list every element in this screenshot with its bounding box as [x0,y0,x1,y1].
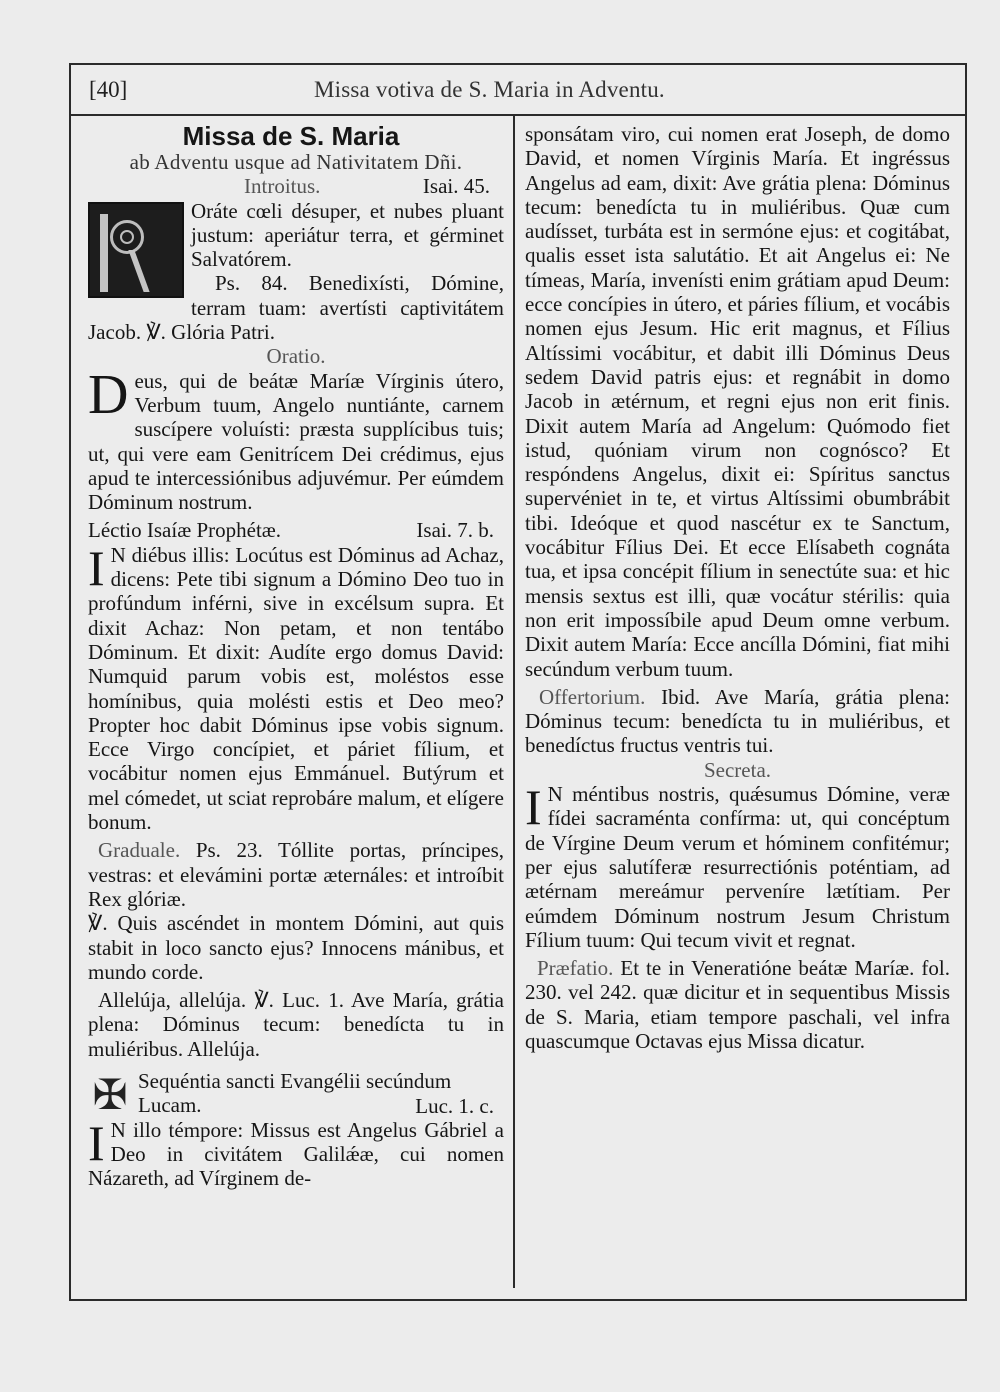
cross-icon: ✠ [92,1069,128,1119]
mass-title: Missa de S. Maria [182,121,400,151]
graduale-text: Ps. 23. Tóllite portas, príncipes, vestras: et elevámini portæ æternáles: et introíbit Rex glóriæ. [88,838,504,911]
secreta-heading [525,758,950,782]
gospel-text: N illo témpore: Missus est Angelus Gábriel a Deo in civitátem Galilǽæ, cui nomen Názareth, ad Vírginem de- [88,1117,504,1191]
gospel-label: Sequéntia sancti Evangélii secúndum Lucam. [138,1068,452,1118]
secreta-text: N méntibus nostris, quǽsumus Dómine, veræ fídei sacraménta confírma: ut, qui concéptum de Vírgine Deum verum et hóminem confitémur; per ejus salutíferæ resurrectiónis poténtiam, ad ætérnam mereámur perveníre lætítiam. Per eúmdem Dóminum nostrum Jesum Christum Fílium tuum: Qui tecum vivit et regnat. [525,782,950,952]
header-rule [69,114,967,116]
praefatio-label: Præfatio. [537,956,614,981]
introit-heading [88,174,504,198]
versicle-text: ℣. Quis ascéndet in montem Dómini, aut quis stabit in loco sancto ejus? Innocens mánibus, et mundo corde. [88,911,504,984]
offertory-block [525,685,950,758]
column-divider [513,116,515,1288]
oratio-heading [88,344,504,368]
lectio-text: N diébus illis: Locútus est Dóminus ad Achaz, dicens: Pete tibi signum a Dómino Deo tuo in profúndum inférni, sive in excélsum supra. Et dixit Achaz: Non petam, et non tentábo Dóminum. Et dixit: Audíte ergo domus David: Numquid parum vobis est, moléstos esse homínibus, quia molésti estis et Deo meo? Propter hoc dabit Dóminus ipse vobis signum. Ecce Virgo concípiet, et páriet fílium, et vocábitur nomen ejus Emmánuel. Butýrum et mel cómedet, ut sciat reprobáre malum, et elígere bonum. [88,542,504,835]
praefatio-text: Et te in Veneratióne beátæ Maríæ. fol. 230. vel 242. quæ dicitur et in sequentibus Missis de S. Maria, etiam tempore paschali, vel infra quascumque Octavas ejus Missa dicatur. [525,956,950,1053]
introit-label: Introitus. [244,174,321,199]
oratio-label: Oratio. [266,344,326,369]
gospel-ref: Luc. 1. c. [415,1093,494,1118]
graduale-block [88,838,504,911]
lectio-block [88,539,504,835]
offertory-label: Offertorium. [539,684,646,709]
oratio-block [88,363,504,515]
page-number: [40] [89,77,128,102]
offertory-text: Ibid. Ave María, grátia plena: Dóminus tecum: benedícta tu in muliéribus, et benedíctus fructus ventris tui. [525,684,950,758]
graduale-label: Graduale. [98,838,181,863]
alleluia-text: Allelúja, allelúja. ℣. Luc. 1. Ave María, grátia plena: Dóminus tecum: benedícta tu in muliéribus. Allelúja. [88,988,504,1061]
running-head: Missa votiva de S. Maria in Adventu. [314,77,665,102]
lectio-ref: Isai. 7. b. [416,518,494,543]
illuminated-initial-r-icon [88,202,184,298]
lectio-initial: I [88,539,105,596]
gospel-continuation: sponsátam viro, cui nomen erat Joseph, de domo David, et nomen Vírginis María. Et ingréssus Angelus ad eam, dixit: Ave grátia plena: Dóminus tecum: benedícta tu in muliéribus. Quæ cum audísset, turbáta est in sermóne ejus: et cogitábat, qualis esset ista salutátio. Et ait Angelus ei: Ne tímeas, María, invenísti enim grátiam apud Deum: ecce concípies in útero, et páries fílium, et vocábis nomen ejus Jesum. Hic erit magnus, et Fílius Altíssimi vocábitur, et dabit illi Dóminus Deus sedem David patris ejus: et regnábit in domo Jacob in ætérnum, et regni ejus non erit finis. Dixit autem María ad Angelum: Quómodo fiet istud, quóniam virum non cognósco? Et respóndens Angelus, dixit ei: Spíritus sanctus supervéniet in te, et virtus Altíssimi obumbrábit tibi. Ideóque et quod nascétur ex te Sanctum, vocábitur Fílius Dei. Et ecce Elísabeth cognáta tua, et ipsa concépit fílium in senectúte sua: et hic mensis sextus est illi, quæ vocátur stérilis: quia non erit impossíbile apud Deum omne verbum. Dixit autem María: Ecce ancílla Dómini, fiat mihi secúndum verbum tuum. [525,122,950,681]
oratio-text: eus, qui de beátæ Maríæ Vírginis útero, Verbum tuum, Angelo nuntiánte, carnem suscípere voluísti: præsta supplícibus tuis; ut, qui vere eam Genitrícem Dei crédimus, ejus apud te intercessiónibus adjuvémur. Per eúmdem Dóminum nostrum. [88,368,504,515]
praefatio-block [525,956,950,1053]
secreta-block [525,779,950,952]
gospel-heading-block [88,1069,504,1118]
left-column [88,122,504,1191]
right-column [525,122,950,1053]
introit-block [88,199,504,345]
gospel-initial: I [88,1114,105,1171]
psalm-text: Ps. 84. Benedixísti, Dómine, terram tuam: avertísti captivitátem Jacob. ℣. Glória Patri. [88,271,504,345]
gospel-block [88,1114,504,1191]
oratio-initial: D [88,363,129,426]
introit-ref: Isai. 45. [422,174,490,199]
secreta-initial: I [525,779,542,836]
lectio-heading [88,518,504,542]
introit-text: Oráte cœli désuper, et nubes pluant justum: aperiátur terra, et gérminet Salvatórem. [191,198,504,272]
secreta-label: Secreta. [703,757,772,782]
mass-subtitle: ab Adventu usque ad Nativitatem Dñi. [129,150,463,174]
lectio-label: Léctio Isaíæ Prophétæ. [88,518,282,543]
